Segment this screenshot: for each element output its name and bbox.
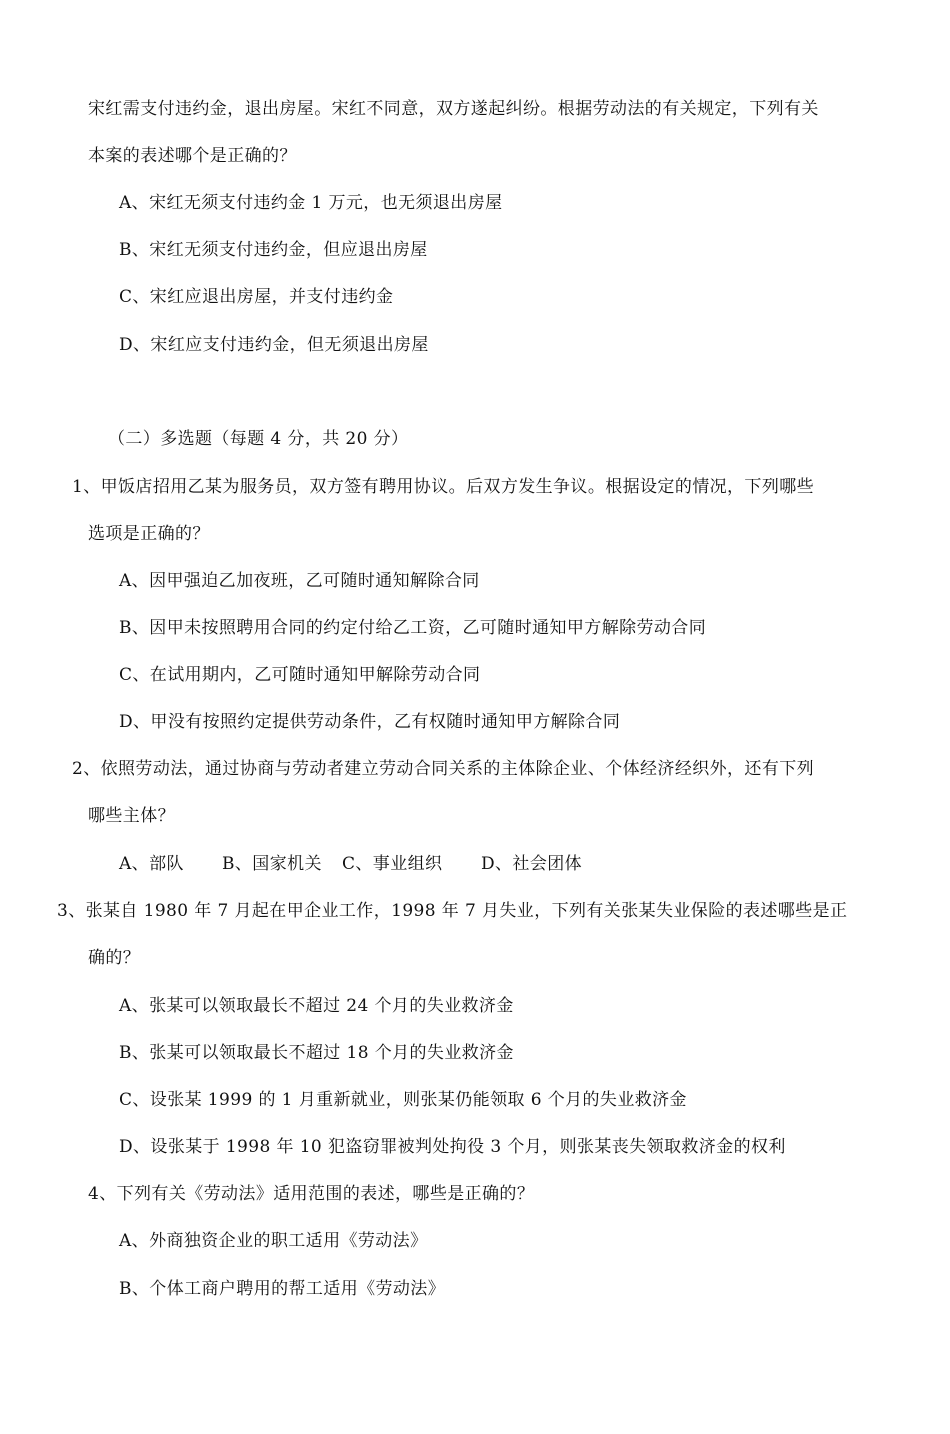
answer-option: D、设张某于 1998 年 10 犯盗窃罪被判处拘役 3 个月，则张某丧失领取救济金的权利 <box>119 1137 786 1157</box>
answer-option: C、在试用期内，乙可随时通知甲解除劳动合同 <box>119 665 481 685</box>
answer-option: B、张某可以领取最长不超过 18 个月的失业救济金 <box>119 1043 514 1063</box>
question-text-line: 2、依照劳动法，通过协商与劳动者建立劳动合同关系的主体除企业、个体经济经织外，还有下列 <box>72 759 815 779</box>
answer-option: D、甲没有按照约定提供劳动条件，乙有权随时通知甲方解除合同 <box>119 712 621 732</box>
answer-option: A、因甲强迫乙加夜班，乙可随时通知解除合同 <box>119 571 480 591</box>
question-text-line: 3、张某自 1980 年 7 月起在甲企业工作，1998 年 7 月失业，下列有关张某失业保险的表述哪些是正 <box>57 901 848 921</box>
answer-option: A、张某可以领取最长不超过 24 个月的失业救济金 <box>119 996 514 1016</box>
answer-option: B、宋红无须支付违约金，但应退出房屋 <box>119 240 428 260</box>
answer-option: A、外商独资企业的职工适用《劳动法》 <box>119 1231 428 1251</box>
answer-option: C、事业组织 <box>342 854 443 874</box>
question-text-line: 选项是正确的？ <box>88 524 210 544</box>
answer-option: B、因甲未按照聘用合同的约定付给乙工资，乙可随时通知甲方解除劳动合同 <box>119 618 707 638</box>
answer-option: A、宋红无须支付违约金 1 万元，也无须退出房屋 <box>119 193 503 213</box>
answer-option: C、宋红应退出房屋，并支付违约金 <box>119 287 394 307</box>
section-heading: （二）多选题（每题 4 分，共 20 分） <box>108 429 409 449</box>
question-text-line: 哪些主体？ <box>88 806 175 826</box>
answer-option: C、设张某 1999 的 1 月重新就业，则张某仍能领取 6 个月的失业救济金 <box>119 1090 687 1110</box>
question-text-line: 4、下列有关《劳动法》适用范围的表述，哪些是正确的？ <box>88 1184 535 1204</box>
question-text-line: 确的？ <box>88 948 141 968</box>
answer-option: D、宋红应支付违约金，但无须退出房屋 <box>119 335 429 355</box>
question-text-line: 本案的表述哪个是正确的？ <box>88 146 297 166</box>
answer-option: B、国家机关 <box>222 854 322 874</box>
question-text-line: 宋红需支付违约金，退出房屋。宋红不同意，双方遂起纠纷。根据劳动法的有关规定，下列有关 <box>88 99 819 119</box>
answer-option: B、个体工商户聘用的帮工适用《劳动法》 <box>119 1279 446 1299</box>
answer-option: D、社会团体 <box>481 854 583 874</box>
answer-option: A、部队 <box>119 854 184 874</box>
answer-options-row <box>119 854 582 874</box>
question-text-line: 1、甲饭店招用乙某为服务员，双方签有聘用协议。后双方发生争议。根据设定的情况，下列哪些 <box>72 477 815 497</box>
